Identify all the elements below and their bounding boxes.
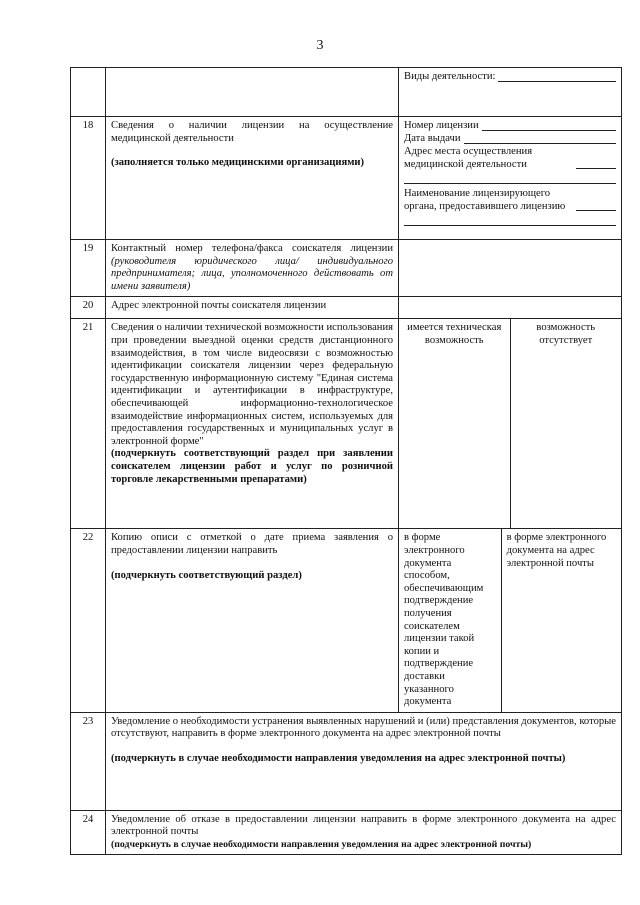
row-description-empty [106,68,399,117]
row-description-21 [106,319,399,529]
medical-license-description: Сведения о наличии лицензии на осуществление медицинской деятельности [111,120,393,144]
option-electronic-to-email[interactable]: в форме электронного документа на адрес электронной почты [506,532,607,569]
option-electronic-with-confirmation[interactable]: в форме электронного документа способом, обеспечивающим подтверждение получения соискателем лицензии такой копии и подтверждение доставки указанного документа [399,529,501,711]
row-description-23 [106,712,622,810]
row-value-activities [399,68,622,117]
medical-address-label: Адрес места осуществления медицинской деятельности [404,146,533,170]
option-has-capability[interactable]: имеется техническая возможность [399,319,510,528]
violation-notice-note[interactable]: (подчеркнуть в случае необходимости направления уведомления на адрес электронной почты) [111,752,566,764]
activity-types-label: Виды деятельности: [404,71,496,83]
remote-capability-description: Сведения о наличии технической возможности использования при проведении выездной оценки средств дистанционного взаимодействия, в том числе видеосвязи с возможностью идентификации соискателя лицензии через федеральную государственную информационную систему "Единая система идентификации и аутентификации в инфраструктуре, обеспечивающей информационно-технологическое взаимодействие информационных систем, используемых для предоставления государственных и муниципальных услуг в электронной форме" [111,322,393,447]
table-row-21 [71,319,622,529]
contact-phone-description: Контактный номер телефона/факса соискателя лицензии [111,243,393,254]
row-value-20[interactable] [399,297,622,319]
row-description-19 [106,240,399,297]
inventory-copy-description: Копию описи с отметкой о дате приема заявления о предоставлении лицензии направить [111,532,393,556]
activity-types-field[interactable] [404,71,616,84]
row-number-23: 23 [71,712,106,810]
issue-date-field[interactable] [404,133,616,146]
license-number-label: Номер лицензии [404,120,479,132]
refusal-notice-description: Уведомление об отказе в предоставлении лицензии направить в форме электронного документа на адрес электронной почты [111,813,616,838]
medical-license-note: (заполняется только медицинскими организациями) [111,157,365,169]
option-no-capability[interactable]: возможность отсутствует [536,322,596,346]
table-row-18 [71,117,622,240]
row-number-empty [71,68,106,117]
contact-phone-note: (руководителя юридического лица/ индивидуального предпринимателя; лица, уполномоченного действовать от имени заявителя) [111,255,393,292]
row-number-20: 20 [71,297,106,319]
remote-capability-note: (подчеркнуть соответствующий раздел при заявлении соискателем лицензии работ и услуг по розничной торговле лекарственными препаратами) [111,448,393,485]
row-value-22 [399,529,622,712]
row-number-22: 22 [71,529,106,712]
table-row-20 [71,297,622,319]
table-row-22 [71,529,622,712]
violation-notice-description: Уведомление о необходимости устранения выявленных нарушений и (или) представления документов, которые отсутствуют, направить в форме электронного документа на адрес электронной почты [111,715,616,740]
row-description-24 [106,810,622,855]
license-number-field[interactable] [404,120,616,133]
issue-date-label: Дата выдачи [404,133,461,145]
row-number-24: 24 [71,810,106,855]
row-number-21: 21 [71,319,106,529]
medical-address-extra-line[interactable] [404,171,616,184]
table-row-continuation [71,68,622,117]
application-form-table [70,67,622,855]
table-row-23 [71,712,622,810]
table-row-19 [71,240,622,297]
table-row-24 [71,810,622,855]
row-value-18 [399,117,622,240]
row-number-19: 19 [71,240,106,297]
licensing-authority-label: Наименование лицензирующего органа, предоставившего лицензию [404,188,566,212]
medical-address-field[interactable] [404,146,616,171]
refusal-notice-note[interactable]: (подчеркнуть в случае необходимости направления уведомления на адрес электронной почты) [111,838,532,850]
page-number: 3 [316,38,324,53]
row-value-21 [399,319,622,529]
row-description-22 [106,529,399,712]
inventory-copy-note: (подчеркнуть соответствующий раздел) [111,569,302,581]
row-value-19[interactable] [399,240,622,297]
row-number-18: 18 [71,117,106,240]
remote-capability-options [399,319,621,528]
licensing-authority-field[interactable] [404,188,616,213]
row-description-20: Адрес электронной почты соискателя лицензии [106,297,399,319]
inventory-copy-options [399,529,621,711]
row-description-18 [106,117,399,240]
licensing-authority-extra-line[interactable] [404,213,616,226]
